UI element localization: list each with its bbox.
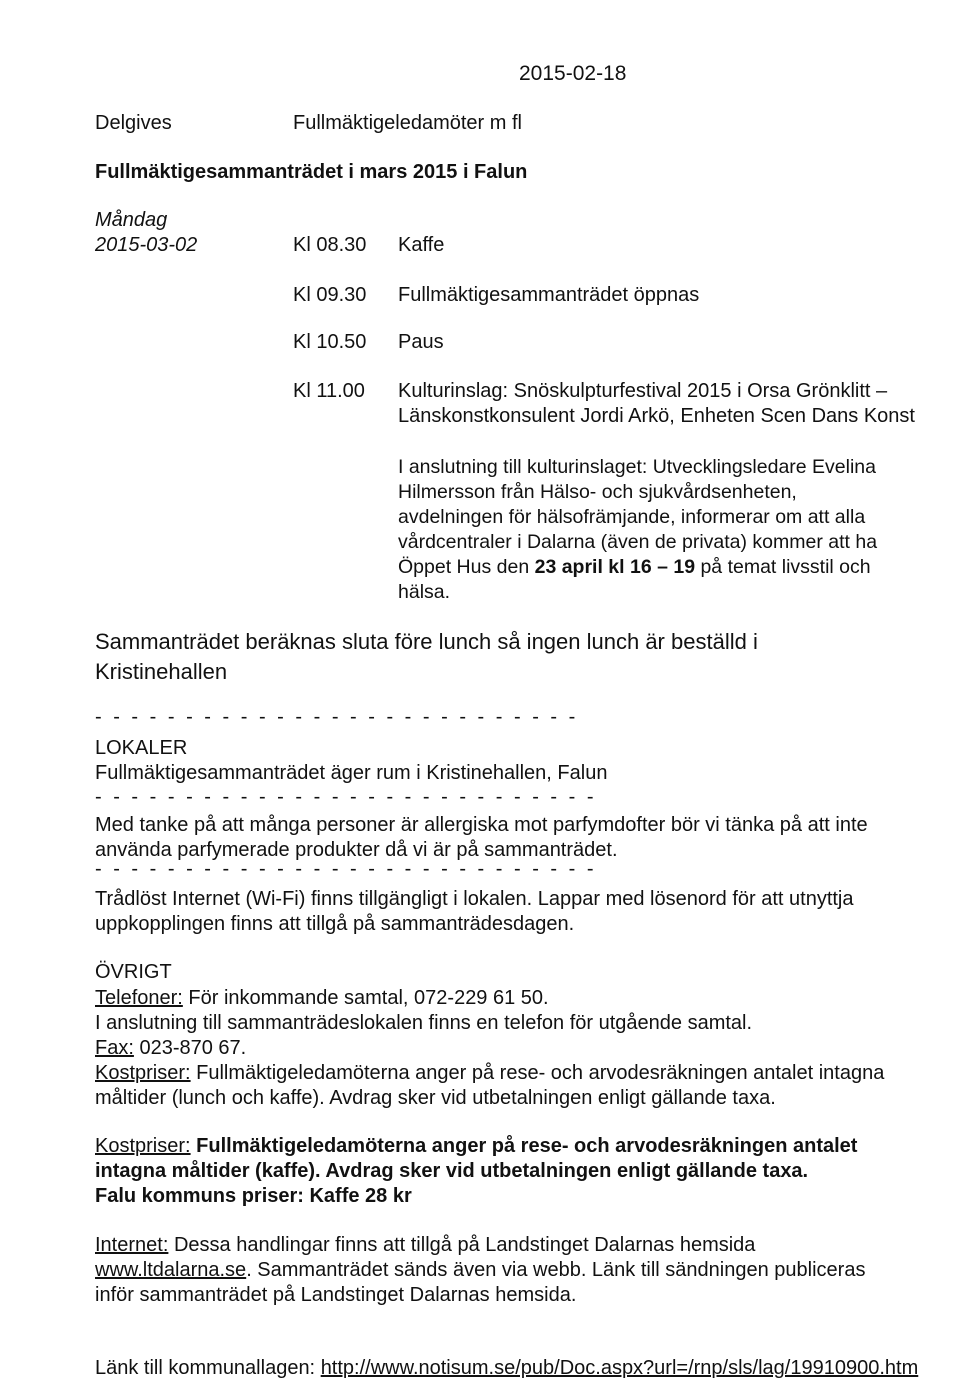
note-line-open-house: Öppet Hus den 23 april kl 16 – 19 på temat livsstil och	[398, 556, 871, 578]
kommunallagen-line: Länk till kommunallagen: http://www.notisum.se/pub/Doc.aspx?url=/rnp/sls/lag/19910900.htm	[95, 1357, 919, 1379]
schedule-time: Kl 09.30	[293, 284, 367, 306]
delgives-label: Delgives	[95, 112, 172, 134]
schedule-item-text-line2: Länskonstkonsulent Jordi Arkö, Enheten Scen Dans Konst	[398, 405, 915, 427]
document-date: 2015-02-18	[519, 62, 627, 85]
separator: - - - - - - - - - - - - - - - - - - - - - - - - - - - -	[95, 786, 597, 808]
telefoner-label: Telefoner:	[95, 987, 183, 1009]
schedule-item-text: Kulturinslag: Snöskulpturfestival 2015 i Orsa Grönklitt –	[398, 380, 888, 402]
schedule-item-text: Paus	[398, 331, 444, 353]
separator: - - - - - - - - - - - - - - - - - - - - - - - - - - - -	[95, 858, 597, 880]
schedule-item-text: Kaffe	[398, 234, 445, 256]
kostpriser-section: Kostpriser: Fullmäktigeledamöterna anger på rese- och arvodesräkningen antalet intagna måltider (kaffe). Avdrag sker vid utbetalningen enligt gällande taxa. Falu kommuns priser: Kaffe 28 kr	[95, 1135, 858, 1207]
kostpriser-label: Kostpriser:	[95, 1062, 191, 1084]
ovrigt-section: Telefoner: För inkommande samtal, 072-229 61 50. I anslutning till sammanträdeslokalen finns en telefon för utgående samtal. Fax: 023-870 67. Kostpriser: Fullmäktigeledamöterna anger på rese- och arvodesräkningen antalet intagna måltider (lunch och kaffe). Avdrag sker vid utbetalningen enligt gällande taxa.	[95, 987, 885, 1109]
note-line: Hilmersson från Hälso- och sjukvårdsenheten,	[398, 481, 797, 503]
schedule-note	[398, 455, 877, 605]
delgives-value: Fullmäktigeledamöter m fl	[293, 112, 522, 134]
internet-label: Internet:	[95, 1234, 169, 1256]
note-line: I anslutning till kulturinslaget: Utvecklingsledare Evelina	[398, 456, 876, 478]
lokaler-heading: LOKALER	[95, 737, 188, 759]
kommunallagen-link[interactable]: http://www.notisum.se/pub/Doc.aspx?url=/rnp/sls/lag/19910900.htm	[320, 1357, 919, 1379]
schedule-day: Måndag	[95, 209, 168, 231]
lokaler-text: Fullmäktigesammanträdet äger rum i Kristinehallen, Falun	[95, 762, 608, 784]
schedule-time: Kl 08.30	[293, 234, 367, 256]
schedule-time: Kl 11.00	[293, 380, 365, 402]
note-line: hälsa.	[398, 581, 451, 603]
schedule-date: 2015-03-02	[95, 234, 198, 256]
allergy-notice: Med tanke på att många personer är allergiska mot parfymdofter bör vi tänka på att inte använda parfymerade produkter då vi är på sammanträdet.	[95, 814, 868, 861]
wifi-notice: Trådlöst Internet (Wi-Fi) finns tillgängligt i lokalen. Lappar med lösenord för att utnyttja uppkopplingen finns att tillgå på sammanträdesdagen.	[95, 888, 854, 935]
fax-label: Fax:	[95, 1037, 134, 1059]
schedule-time: Kl 10.50	[293, 331, 367, 353]
schedule-item-text: Fullmäktigesammanträdet öppnas	[398, 284, 700, 306]
separator: - - - - - - - - - - - - - - - - - - - - - - - - - - -	[95, 706, 579, 728]
ovrigt-heading: ÖVRIGT	[95, 961, 172, 983]
lunch-notice: Sammanträdet beräknas sluta före lunch så ingen lunch är beställd i Kristinehallen	[95, 629, 758, 684]
ltdalarna-link[interactable]: www.ltdalarna.se	[95, 1259, 247, 1281]
document-title: Fullmäktigesammanträdet i mars 2015 i Falun	[95, 161, 528, 183]
note-line: vårdcentraler i Dalarna (även de privata) kommer att ha	[398, 531, 878, 553]
note-line: avdelningen för hälsofrämjande, informerar om att alla	[398, 506, 866, 528]
kostpriser-label: Kostpriser:	[95, 1135, 191, 1157]
internet-section: Internet: Dessa handlingar finns att tillgå på Landstinget Dalarnas hemsida www.ltdalarna.se. Sammanträdet sänds även via webb. Länk till sändningen publiceras inför sammanträdet på Landstinget Dalarnas hemsida.	[95, 1234, 866, 1306]
